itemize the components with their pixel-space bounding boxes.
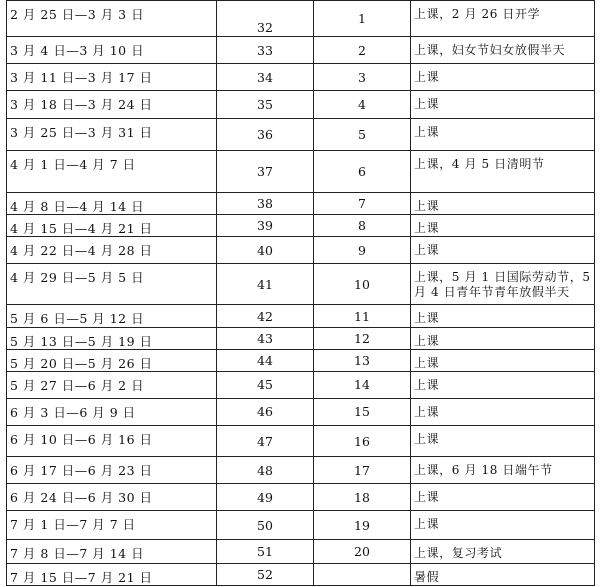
teaching-week-cell: 1 [314,1,411,37]
table-row [7,539,595,563]
calendar-week-cell: 33 [217,37,314,64]
teaching-week-cell: 10 [314,264,411,305]
calendar-week-cell: 32 [217,1,314,37]
teaching-week-cell: 12 [314,327,411,349]
note-cell: 上课 [411,237,595,264]
date-range-cell: 4 月 8 日—4 月 14 日 [7,192,217,214]
date-range-cell: 6 月 24 日—6 月 30 日 [7,484,217,511]
semester-calendar-table [6,0,595,586]
date-range-cell: 3 月 11 日—3 月 17 日 [7,64,217,91]
teaching-week-cell [314,563,411,585]
date-range-cell: 2 月 25 日—3 月 3 日 [7,1,217,37]
teaching-week-cell: 4 [314,91,411,118]
table-row [7,192,595,214]
calendar-week-cell: 42 [217,305,314,327]
note-cell: 上课 [411,215,595,237]
note-cell: 上课 [411,511,595,539]
teaching-week-cell: 20 [314,539,411,563]
calendar-week-cell: 45 [217,371,314,398]
teaching-week-cell: 2 [314,37,411,64]
table-row [7,327,595,349]
note-cell: 上课 [411,484,595,511]
note-cell: 上课 [411,91,595,118]
teaching-week-cell: 14 [314,371,411,398]
calendar-week-cell: 52 [217,563,314,585]
date-range-cell: 5 月 13 日—5 月 19 日 [7,327,217,349]
table-row [7,349,595,371]
teaching-week-cell: 3 [314,64,411,91]
date-range-cell: 5 月 27 日—6 月 2 日 [7,371,217,398]
calendar-week-cell: 46 [217,398,314,425]
table-row [7,264,595,305]
teaching-week-cell: 5 [314,118,411,150]
table-body [7,1,595,586]
teaching-week-cell: 8 [314,215,411,237]
table-row [7,398,595,425]
calendar-week-cell: 50 [217,511,314,539]
calendar-week-cell: 43 [217,327,314,349]
note-cell: 暑假 [411,563,595,585]
teaching-week-cell: 9 [314,237,411,264]
table-row [7,64,595,91]
date-range-cell: 4 月 22 日—4 月 28 日 [7,237,217,264]
table-row [7,426,595,457]
table-row [7,457,595,484]
note-cell: 上课，妇女节妇女放假半天 [411,37,595,64]
note-cell: 上课 [411,398,595,425]
note-cell: 上课 [411,349,595,371]
note-cell: 上课 [411,305,595,327]
calendar-week-cell: 35 [217,91,314,118]
note-cell: 上课，复习考试 [411,539,595,563]
table-row [7,237,595,264]
note-cell: 上课 [411,118,595,150]
calendar-week-cell: 34 [217,64,314,91]
calendar-week-cell: 41 [217,264,314,305]
note-cell: 上课 [411,426,595,457]
calendar-week-cell: 49 [217,484,314,511]
note-cell: 上课，6 月 18 日端午节 [411,457,595,484]
date-range-cell: 6 月 3 日—6 月 9 日 [7,398,217,425]
teaching-week-cell: 13 [314,349,411,371]
teaching-week-cell: 7 [314,192,411,214]
table-row [7,371,595,398]
note-cell: 上课，5 月 1 日国际劳动节，5 月 4 日青年节青年放假半天 [411,264,595,305]
date-range-cell: 3 月 18 日—3 月 24 日 [7,91,217,118]
calendar-week-cell: 40 [217,237,314,264]
calendar-week-cell: 48 [217,457,314,484]
calendar-week-cell: 44 [217,349,314,371]
note-cell: 上课，4 月 5 日清明节 [411,150,595,192]
note-cell: 上课 [411,192,595,214]
date-range-cell: 5 月 20 日—5 月 26 日 [7,349,217,371]
date-range-cell: 4 月 1 日—4 月 7 日 [7,150,217,192]
table-row [7,118,595,150]
date-range-cell: 7 月 1 日—7 月 7 日 [7,511,217,539]
note-cell: 上课 [411,327,595,349]
calendar-week-cell: 37 [217,150,314,192]
table-row [7,37,595,64]
table-row [7,305,595,327]
note-cell: 上课，2 月 26 日开学 [411,1,595,37]
table-row [7,215,595,237]
table-row [7,563,595,585]
teaching-week-cell: 15 [314,398,411,425]
date-range-cell: 4 月 15 日—4 月 21 日 [7,215,217,237]
date-range-cell: 6 月 10 日—6 月 16 日 [7,426,217,457]
teaching-week-cell: 6 [314,150,411,192]
date-range-cell: 3 月 25 日—3 月 31 日 [7,118,217,150]
teaching-week-cell: 16 [314,426,411,457]
calendar-week-cell: 47 [217,426,314,457]
date-range-cell: 4 月 29 日—5 月 5 日 [7,264,217,305]
table-row [7,150,595,192]
teaching-week-cell: 11 [314,305,411,327]
calendar-week-cell: 51 [217,539,314,563]
date-range-cell: 7 月 8 日—7 月 14 日 [7,539,217,563]
calendar-week-cell: 36 [217,118,314,150]
teaching-week-cell: 18 [314,484,411,511]
table-row [7,484,595,511]
table-row [7,511,595,539]
teaching-week-cell: 19 [314,511,411,539]
note-cell: 上课 [411,371,595,398]
note-cell: 上课 [411,64,595,91]
date-range-cell: 6 月 17 日—6 月 23 日 [7,457,217,484]
calendar-week-cell: 38 [217,192,314,214]
calendar-week-cell: 39 [217,215,314,237]
date-range-cell: 7 月 15 日—7 月 21 日 [7,563,217,585]
table-row [7,1,595,37]
teaching-week-cell: 17 [314,457,411,484]
date-range-cell: 3 月 4 日—3 月 10 日 [7,37,217,64]
table-row [7,91,595,118]
date-range-cell: 5 月 6 日—5 月 12 日 [7,305,217,327]
